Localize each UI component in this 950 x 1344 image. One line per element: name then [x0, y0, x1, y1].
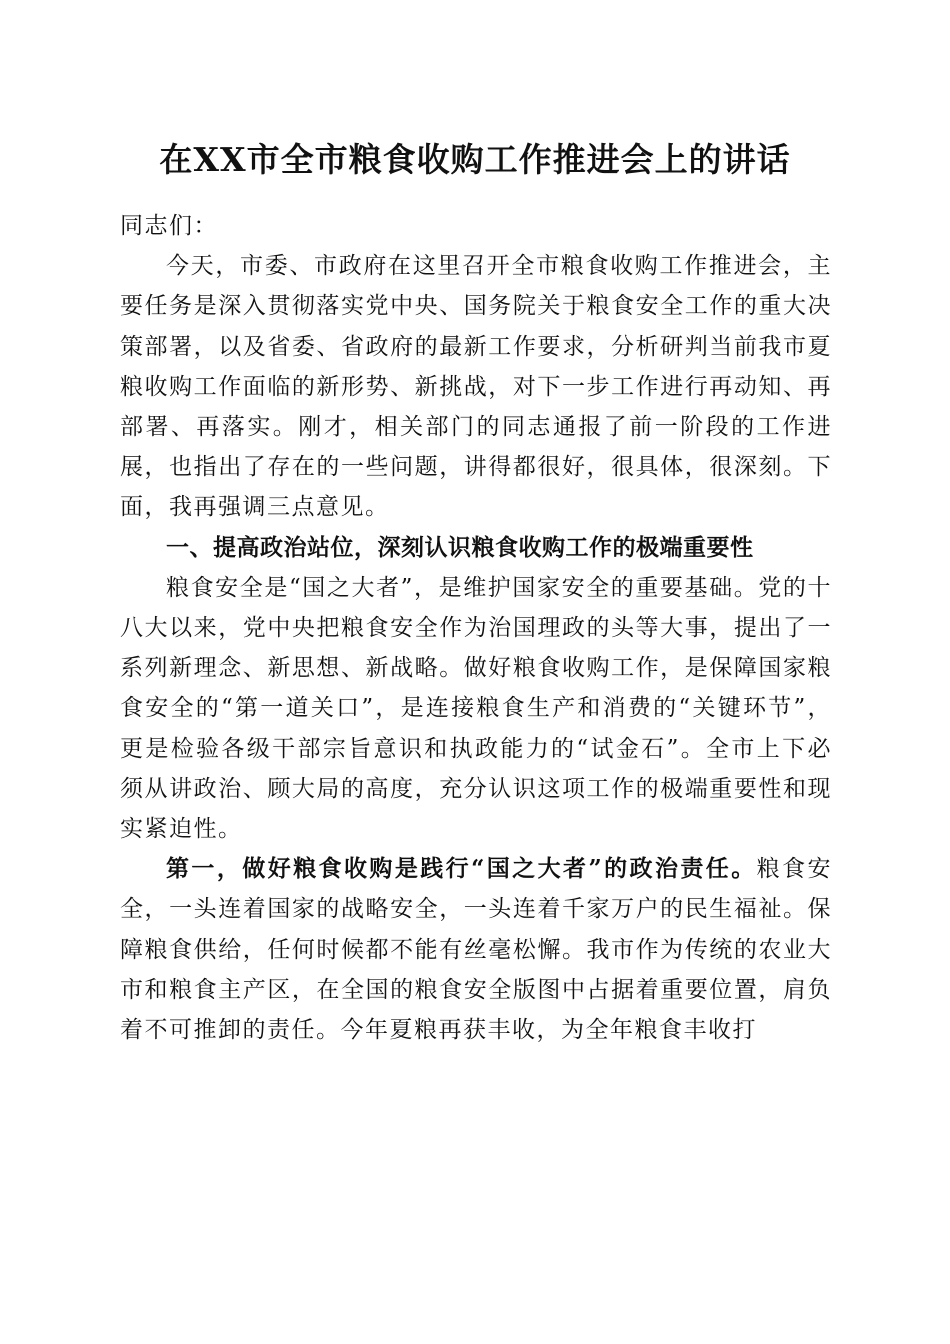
salutation: 同志们：: [120, 213, 218, 239]
point-1-text: 粮食安全，一头连着国家的战略安全，一头连着千家万户的民生福祉。保障粮食供给，任何时候都不能有丝毫松懈。我市作为传统的农业大市和粮食主产区，在全国的粮食安全版图中占据着重要位置，肩负着不可推卸的责任。今年夏粮再获丰收，为全年粮食丰收打: [120, 856, 833, 1044]
section-1-paragraph: 粮食安全是“国之大者”，是维护国家安全的重要基础。党的十八大以来，党中央把粮食安全作为治国理政的头等大事，提出了一系列新理念、新思想、新战略。做好粮食收购工作，是保障国家粮食安全的“第一道关口”，是连接粮食生产和消费的“关键环节”，更是检验各级干部宗旨意识和执政能力的“试金石”。全市上下必须从讲政治、顾大局的高度，充分认识这项工作的极端重要性和现实紧迫性。: [120, 574, 832, 843]
point-1-lead: 第一，做好粮食收购是践行“国之大者”的政治责任。: [166, 855, 757, 883]
section-heading-1: 一、提高政治站位，深刻认识粮食收购工作的极端重要性: [166, 533, 754, 561]
point-1-paragraph: [120, 849, 832, 1050]
document-title: 在XX市全市粮食收购工作推进会上的讲话: [159, 140, 791, 179]
document-body: [120, 206, 832, 1050]
intro-paragraph: 今天，市委、市政府在这里召开全市粮食收购工作推进会，主要任务是深入贯彻落实党中央、国务院关于粮食安全工作的重大决策部署，以及省委、省政府的最新工作要求，分析研判当前我市夏粮收购工作面临的新形势、新挑战，对下一步工作进行再动知、再部署、再落实。刚才，相关部门的同志通报了前一阶段的工作进展，也指出了存在的一些问题，讲得都很好，很具体，很深刻。下面，我再强调三点意见。: [120, 253, 832, 521]
